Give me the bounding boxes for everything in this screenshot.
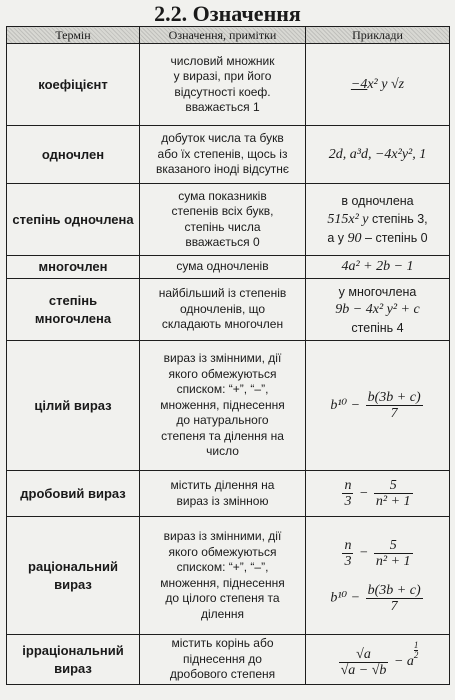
example-formula: b¹⁰ − $\frac{b(3b + c)}{7}$ <box>330 582 421 614</box>
definition-cell: містить ділення на вираз із змінною <box>140 471 306 517</box>
fraction: $\frac{b(3b + c)}{7}$ <box>367 390 421 421</box>
term-cell: одночлен <box>7 126 140 184</box>
example-formula: b¹⁰ − $\frac{b(3b + c)}{7}$ <box>330 390 421 421</box>
term-cell: ірраціональний вираз <box>7 635 140 685</box>
example-cell <box>306 517 450 635</box>
definition-cell: вираз із змінними, дії якого обмежуються списком: “+”, “–”, множення, піднесення до натурального степеня та ділення на число <box>140 341 306 471</box>
example-formula: $\frac{n}{3}$ − $\frac{5}{\text{n² + 1}}$ <box>344 478 411 509</box>
example-formula: −4x² y √z <box>350 76 405 92</box>
definition-cell: добуток числа та букв або їх степенів, щось із вказаного іноді відсутнє <box>140 126 306 184</box>
example-cell <box>306 471 450 517</box>
table-row <box>7 635 450 685</box>
definition-cell: числовий множник у виразі, при його відсутності коеф. вважається 1 <box>140 44 306 126</box>
table-row <box>7 256 450 279</box>
example-formula: 4a² + 2b − 1 <box>341 259 414 274</box>
term-cell: цілий вираз <box>7 341 140 471</box>
table-header-row <box>7 27 450 44</box>
table-row <box>7 44 450 126</box>
example-cell <box>306 44 450 126</box>
table-row <box>7 517 450 635</box>
example-formula: $\frac{√a}{√a - √b}$ − a $\frac{1}{2}$ <box>340 640 419 678</box>
table-row <box>7 341 450 471</box>
table-row <box>7 471 450 517</box>
example-cell <box>306 256 450 279</box>
header-term: Термін <box>7 27 140 44</box>
term-cell: дробовий вираз <box>7 471 140 517</box>
term-cell: степінь одночлена <box>7 184 140 256</box>
header-definition: Означення, примітки <box>140 27 306 44</box>
definition-cell: сума показників степенів всіх букв, степінь числа вважається 0 <box>140 184 306 256</box>
table-row <box>7 126 450 184</box>
term-cell: коефіцієнт <box>7 44 140 126</box>
fractional-exponent: $\frac{1}{2}$ <box>413 640 419 661</box>
table-row <box>7 184 450 256</box>
example-cell <box>306 341 450 471</box>
section-title: 2.2. Означення <box>154 1 301 26</box>
definitions-table <box>6 26 450 685</box>
definition-cell: сума одночленів <box>140 256 306 279</box>
example-formula: 2d, a³d, −4x²y², 1 <box>328 146 427 162</box>
definition-cell: вираз із змінними, дії якого обмежуються списком: “+”, “–”, множення, піднесення до цілого степеня та ділення <box>140 517 306 635</box>
coefficient-underlined: −4 <box>350 76 368 92</box>
example-cell: у многочлена 9b − 4x² y² + c степінь 4 <box>306 279 450 341</box>
definition-cell: найбільший із степенів одночленів, що складають многочлен <box>140 279 306 341</box>
example-formula: $\frac{n}{3}$ − $\frac{5}{\text{n² + 1}}$ <box>344 537 411 569</box>
term-cell: многочлен <box>7 256 140 279</box>
definition-cell: містить корінь або піднесення до дробового степеня <box>140 635 306 685</box>
header-examples: Приклади <box>306 27 450 44</box>
example-cell <box>306 126 450 184</box>
example-cell <box>306 635 450 685</box>
term-cell: степінь многочлена <box>7 279 140 341</box>
example-cell: в одночлена 515x² y степінь 3, а у 90 – степінь 0 <box>306 184 450 256</box>
table-row <box>7 279 450 341</box>
term-cell: раціональний вираз <box>7 517 140 635</box>
